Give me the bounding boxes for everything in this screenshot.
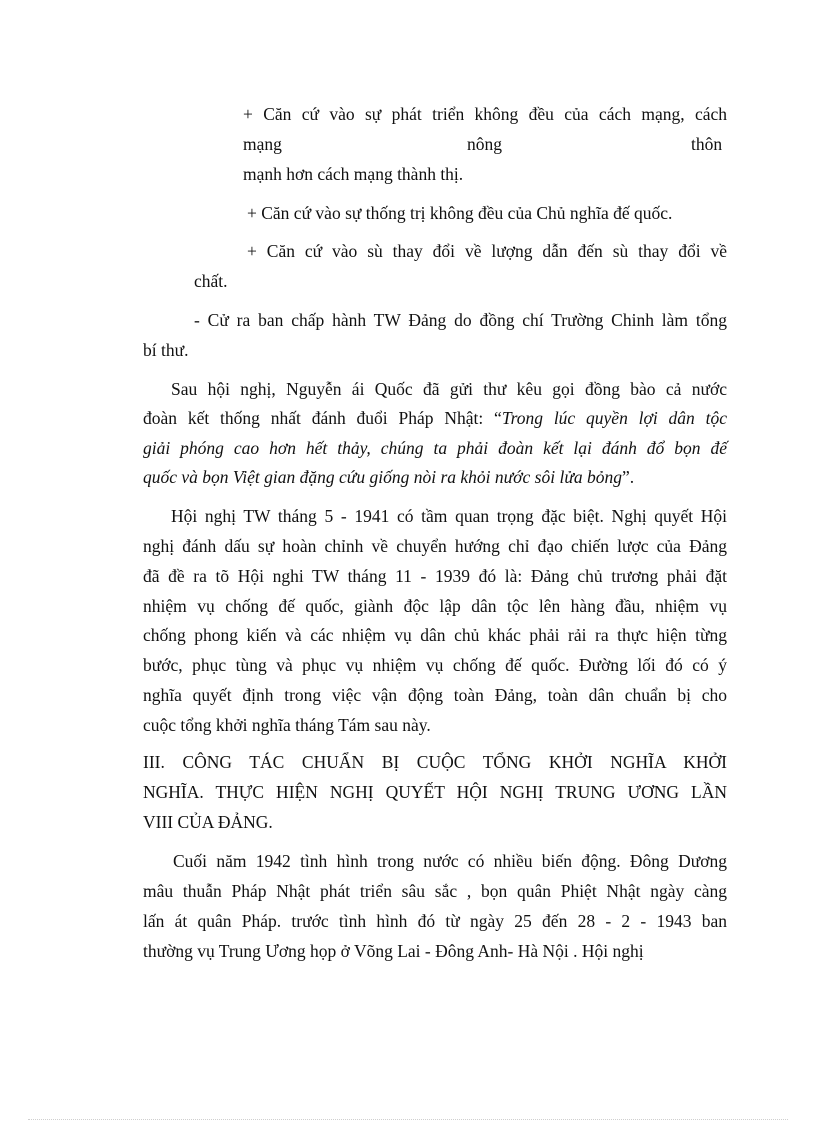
para1-line4-quote: quốc và bọn Việt gian đặng cứu giống nòi ra khỏi nước sôi lửa bỏng (143, 467, 622, 487)
block4-line2: bí thư. (143, 340, 189, 360)
para2-line3: đã đề ra tõ Hội nghi TW tháng 11 - 1939 đó là: Đảng chủ trương phải đặt (143, 566, 727, 586)
page-bottom-divider (28, 1119, 788, 1120)
para2-line2: nghị đánh dấu sự hoàn chỉnh về chuyển hướng chỉ đạo chiến lược của Đảng (143, 536, 727, 556)
block4-line1: - Cử ra ban chấp hành TW Đảng do đồng chí Trường Chinh làm tổng (194, 310, 727, 330)
block2-line1: + Căn cứ vào sự thống trị không đều của Chủ nghĩa đế quốc. (247, 203, 673, 223)
para1-line2 (143, 407, 727, 429)
block1-line2-word1: mạng (243, 134, 282, 154)
para1-line1: Sau hội nghị, Nguyễn ái Quốc đã gửi thư kêu gọi đồng bào cả nước (171, 379, 727, 399)
section-heading-line1: III. CÔNG TÁC CHUẨN BỊ CUỘC TỔNG KHỞI NGHĨA KHỞI (143, 752, 727, 772)
block3-line2: chất. (194, 271, 228, 291)
para2-line4: nhiệm vụ chống đế quốc, giành độc lập dân tộc lên hàng đầu, nhiệm vụ (143, 596, 727, 616)
section-heading-line2: NGHĨA. THỰC HIỆN NGHỊ QUYẾT HỘI NGHỊ TRUNG ƯƠNG LẦN (143, 782, 727, 802)
para1-line4-plain: ”. (622, 467, 635, 487)
para1-line2-quote: Trong lúc quyền lợi dân tộc (501, 408, 727, 428)
block3-line1: + Căn cứ vào sù thay đổi về lượng dẫn đến sù thay đổi về (247, 241, 727, 261)
block1-line3: mạnh hơn cách mạng thành thị. (243, 164, 464, 184)
para2-line1: Hội nghị TW tháng 5 - 1941 có tầm quan trọng đặc biệt. Nghị quyết Hội (171, 506, 727, 526)
para2-line8: cuộc tổng khởi nghĩa tháng Tám sau này. (143, 715, 431, 735)
para1-line2-plain: đoàn kết thống nhất đánh đuổi Pháp Nhật: “ (143, 408, 502, 428)
block1-line2-word2: nông (467, 134, 502, 154)
para3-line3: lấn át quân Pháp. trước tình hình đó từ ngày 25 đến 28 - 2 - 1943 ban (143, 911, 727, 931)
para2-line7: nghĩa quyết định trong việc vận động toàn Đảng, toàn dân chuẩn bị cho (143, 685, 727, 705)
para2-line5: chống phong kiến và các nhiệm vụ dân chủ khác phải rải ra thực hiện từng (143, 625, 727, 645)
para3-line4: thường vụ Trung Ương họp ở Võng Lai - Đông Anh- Hà Nội . Hội nghị (143, 941, 644, 961)
para2-line6: bước, phục tùng và phục vụ nhiệm vụ chống đế quốc. Đường lối đó có ý (143, 655, 727, 675)
block1-line1: + Căn cứ vào sự phát triển không đều của cách mạng, cách (243, 104, 727, 124)
section-heading-line3: VIII CỦA ĐẢNG. (143, 812, 273, 832)
para1-line4 (143, 466, 634, 488)
block1-line2-word3: thôn (691, 134, 723, 154)
para3-line2: mâu thuẫn Pháp Nhật phát triển sâu sắc , bọn quân Phiệt Nhật ngày càng (143, 881, 727, 901)
para3-line1: Cuối năm 1942 tình hình trong nước có nhiều biến động. Đông Dương (173, 851, 727, 871)
para1-line3: giải phóng cao hơn hết thảy, chúng ta phải đoàn kết lại đánh đổ bọn đế (143, 438, 727, 458)
